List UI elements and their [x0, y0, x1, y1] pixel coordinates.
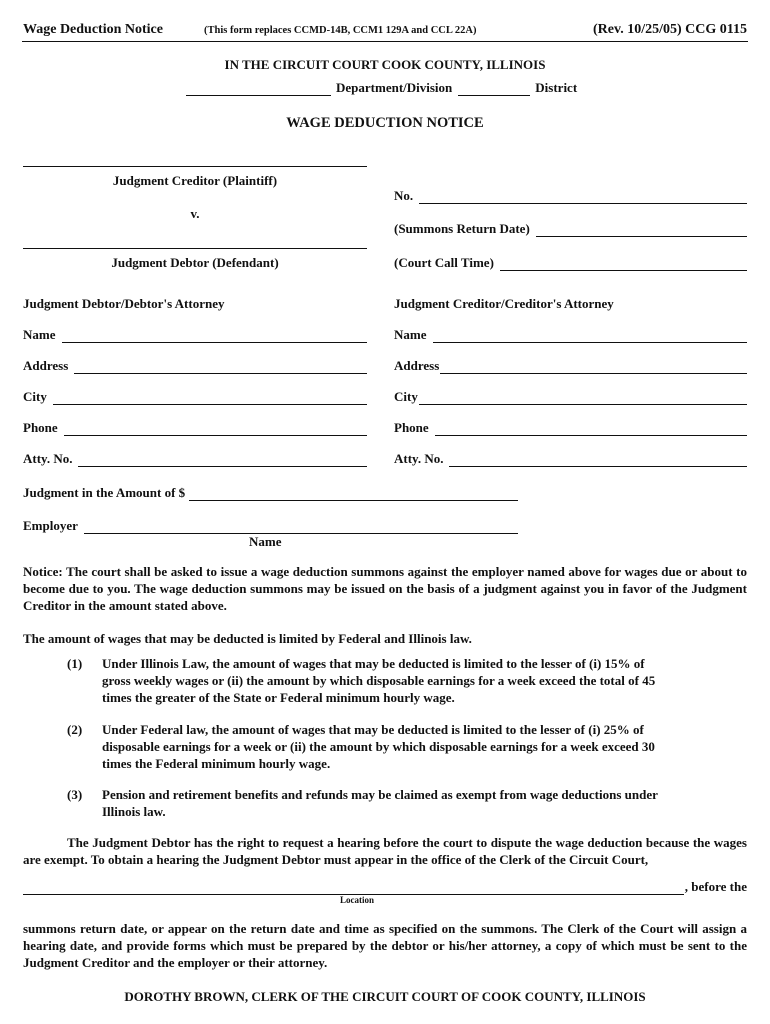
court-call-blank[interactable]: [500, 258, 747, 271]
versus-label: v.: [190, 206, 200, 221]
item-text: Pension and retirement benefits and refunds may be claimed as exempt from wage deductions under Illinois law.: [102, 787, 658, 819]
list-item: [67, 786, 667, 820]
department-blank[interactable]: [186, 83, 331, 96]
item-text: Under Federal law, the amount of wages that may be deducted is limited to the lesser of (i) 25% of disposable earnings for a week or (ii) the amount by which disposable earnings for a week exceed 30 times the Federal minimum hourly wage.: [102, 722, 655, 771]
hearing-paragraph: The Judgment Debtor has the right to request a hearing before the court to dispute the wage deduction because the wages are exempt. To obtain a hearing the Judgment Debtor must appear in the office of the Clerk of the Circuit Court,: [23, 835, 747, 867]
field-blank[interactable]: [435, 423, 747, 436]
creditor-block-heading: Judgment Creditor/Creditor's Attorney: [394, 296, 614, 311]
field-blank[interactable]: [433, 330, 748, 343]
employer-name-caption: Name: [249, 534, 282, 549]
debtor-phone-field[interactable]: [23, 420, 367, 436]
field-label: Phone: [394, 420, 429, 435]
form-title: WAGE DEDUCTION NOTICE: [286, 115, 484, 131]
notice-paragraph: Notice: The court shall be asked to issue a wage deduction summons against the employer named above for wages due or about to become due to you. The wage deduction summons may be issued on the basis of a judgment against you in favor of the Judgment Creditor in the amount stated above.: [23, 564, 747, 613]
creditor-address-field[interactable]: [394, 358, 747, 374]
employer-label: Employer: [23, 518, 78, 533]
summons-return-blank[interactable]: [536, 224, 747, 237]
employer-blank[interactable]: [84, 521, 518, 534]
field-label: Atty. No.: [23, 451, 73, 466]
creditor-label: Judgment Creditor (Plaintiff): [112, 173, 278, 188]
creditor-name-line[interactable]: [23, 166, 367, 167]
field-blank[interactable]: [62, 330, 368, 343]
field-label: City: [23, 389, 47, 404]
district-label: District: [535, 80, 578, 95]
field-blank[interactable]: [419, 392, 747, 405]
court-name: IN THE CIRCUIT COURT COOK COUNTY, ILLINOIS: [224, 57, 546, 72]
summons-return-field[interactable]: [394, 221, 747, 237]
item-number: (2): [67, 722, 83, 737]
creditor-atty-field[interactable]: [394, 451, 747, 467]
field-blank[interactable]: [78, 454, 367, 467]
judgment-amount-field[interactable]: [23, 485, 518, 501]
clerk-footer: DOROTHY BROWN, CLERK OF THE CIRCUIT COURT OF COOK COUNTY, ILLINOIS: [124, 989, 646, 1004]
case-number-blank[interactable]: [419, 191, 747, 204]
field-label: Name: [23, 327, 56, 342]
debtor-label: Judgment Debtor (Defendant): [111, 255, 279, 270]
case-number-label: No.: [394, 188, 414, 203]
item-number: (1): [67, 656, 83, 671]
form-replaces-note: (This form replaces CCMD-14B, CCM1 129A and CCL 22A): [204, 25, 477, 36]
court-call-field[interactable]: [394, 255, 747, 271]
location-field[interactable]: [23, 879, 747, 895]
debtor-address-field[interactable]: [23, 358, 367, 374]
field-label: Atty. No.: [394, 451, 444, 466]
summons-return-label: (Summons Return Date): [394, 221, 530, 236]
creditor-phone-field[interactable]: [394, 420, 747, 436]
debtor-name-field[interactable]: [23, 327, 367, 343]
case-number-field[interactable]: [394, 188, 747, 204]
field-blank[interactable]: [440, 361, 747, 374]
list-item: [67, 721, 667, 772]
department-district-line: [186, 80, 577, 96]
before-the-text: , before the: [684, 879, 747, 894]
creditor-name-field[interactable]: [394, 327, 747, 343]
limit-intro: The amount of wages that may be deducted is limited by Federal and Illinois law.: [23, 631, 472, 646]
field-blank[interactable]: [53, 392, 367, 405]
judgment-amount-label: Judgment in the Amount of $: [23, 485, 186, 500]
court-call-label: (Court Call Time): [394, 255, 494, 270]
debtor-name-line[interactable]: [23, 248, 367, 249]
form-name: Wage Deduction Notice: [23, 22, 163, 37]
field-label: City: [394, 389, 418, 404]
district-blank[interactable]: [458, 83, 530, 96]
debtor-atty-field[interactable]: [23, 451, 367, 467]
field-blank[interactable]: [64, 423, 367, 436]
field-label: Address: [23, 358, 69, 373]
item-text: Under Illinois Law, the amount of wages that may be deducted is limited to the lesser of (i) 15% of gross weekly wages or (ii) the amount by which disposable earnings for a week exceed the total of 45 times the greater of the State or Federal minimum hourly wage.: [102, 656, 656, 705]
creditor-city-field[interactable]: [394, 389, 747, 405]
field-label: Address: [394, 358, 440, 373]
location-blank[interactable]: [23, 882, 684, 895]
field-blank[interactable]: [449, 454, 747, 467]
department-label: Department/Division: [336, 80, 453, 95]
debtor-block-heading: Judgment Debtor/Debtor's Attorney: [23, 296, 225, 311]
field-label: Phone: [23, 420, 58, 435]
field-blank[interactable]: [74, 361, 367, 374]
revision-code: (Rev. 10/25/05) CCG 0115: [593, 22, 747, 37]
location-caption: Location: [340, 895, 375, 905]
field-label: Name: [394, 327, 427, 342]
closing-paragraph: summons return date, or appear on the return date and time as specified on the summons. The Clerk of the Court will assign a hearing date, and provide forms which must be prepared by the debtor or his/her attorney, a copy of which must be sent to the Judgment Creditor and the employer or their attorney.: [23, 921, 747, 970]
list-item: [67, 655, 667, 706]
employer-field[interactable]: [23, 518, 518, 534]
judgment-amount-blank[interactable]: [189, 488, 518, 501]
header-rule: [22, 41, 748, 42]
debtor-city-field[interactable]: [23, 389, 367, 405]
item-number: (3): [67, 787, 83, 802]
